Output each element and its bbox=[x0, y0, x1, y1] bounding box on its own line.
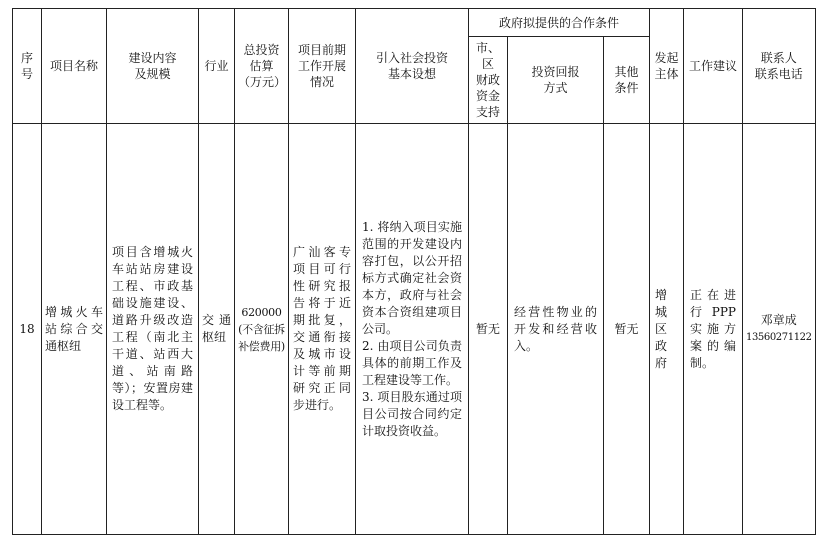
header-seq: 序号 bbox=[13, 9, 42, 124]
header-investment: 总投资 估算 （万元） bbox=[235, 9, 289, 124]
cell-preliminary: 广汕客专项目可行性研究报告将于近期批复，交通衔接及城市设计等前期研究正同步进行。 bbox=[289, 124, 356, 535]
header-fiscal-support: 市、区 财政 资金 支持 bbox=[469, 37, 508, 124]
header-contact: 联系人 联系电话 bbox=[743, 9, 816, 124]
cell-fiscal-support: 暂无 bbox=[469, 124, 508, 535]
header-industry: 行业 bbox=[199, 9, 235, 124]
header-name: 项目名称 bbox=[42, 9, 107, 124]
cell-industry: 交通枢纽 bbox=[199, 124, 235, 535]
cell-investment: 620000 (不含征拆补偿费用) bbox=[235, 124, 289, 535]
cell-social-capital: 1. 将纳入项目实施范围的开发建设内容打包，以公开招标方式确定社会资本方，政府与社会资本合资组建项目公司。 2. 由项目公司负责具体的前期工作及工程建设等工作。 3. 项目股东通过项目公司按合同约定计取投资收益。 bbox=[356, 124, 469, 535]
header-initiator: 发起 主体 bbox=[650, 9, 684, 124]
project-table bbox=[12, 8, 816, 535]
cell-content: 项目含增城火车站站房建设工程、市政基础设施建设、道路升级改造工程（南北主干道、站西大道、站南路等）；安置房建设工程等。 bbox=[107, 124, 199, 535]
cell-name: 增城火车站综合交通枢纽 bbox=[42, 124, 107, 535]
header-gov-conditions: 政府拟提供的合作条件 bbox=[469, 9, 650, 37]
contact-phone: 13560271122 bbox=[746, 332, 812, 343]
header-other-conditions: 其他 条件 bbox=[604, 37, 650, 124]
cell-return-method: 经营性物业的开发和经营收入。 bbox=[508, 124, 604, 535]
cell-work-suggestion: 正在进行PPP实施方案的编制。 bbox=[684, 124, 743, 535]
cell-initiator: 增城区政府 bbox=[650, 124, 684, 535]
header-social-capital: 引入社会投资 基本设想 bbox=[356, 9, 469, 124]
header-work-suggestion: 工作建议 bbox=[684, 9, 743, 124]
header-preliminary: 项目前期 工作开展 情况 bbox=[289, 9, 356, 124]
project-table-container bbox=[12, 8, 816, 535]
header-return-method: 投资回报 方式 bbox=[508, 37, 604, 124]
cell-contact bbox=[743, 124, 816, 535]
cell-other-conditions: 暂无 bbox=[604, 124, 650, 535]
header-content: 建设内容 及规模 bbox=[107, 9, 199, 124]
cell-seq: 18 bbox=[13, 124, 42, 535]
contact-name: 邓章成 bbox=[760, 313, 797, 327]
table-row bbox=[13, 124, 816, 535]
